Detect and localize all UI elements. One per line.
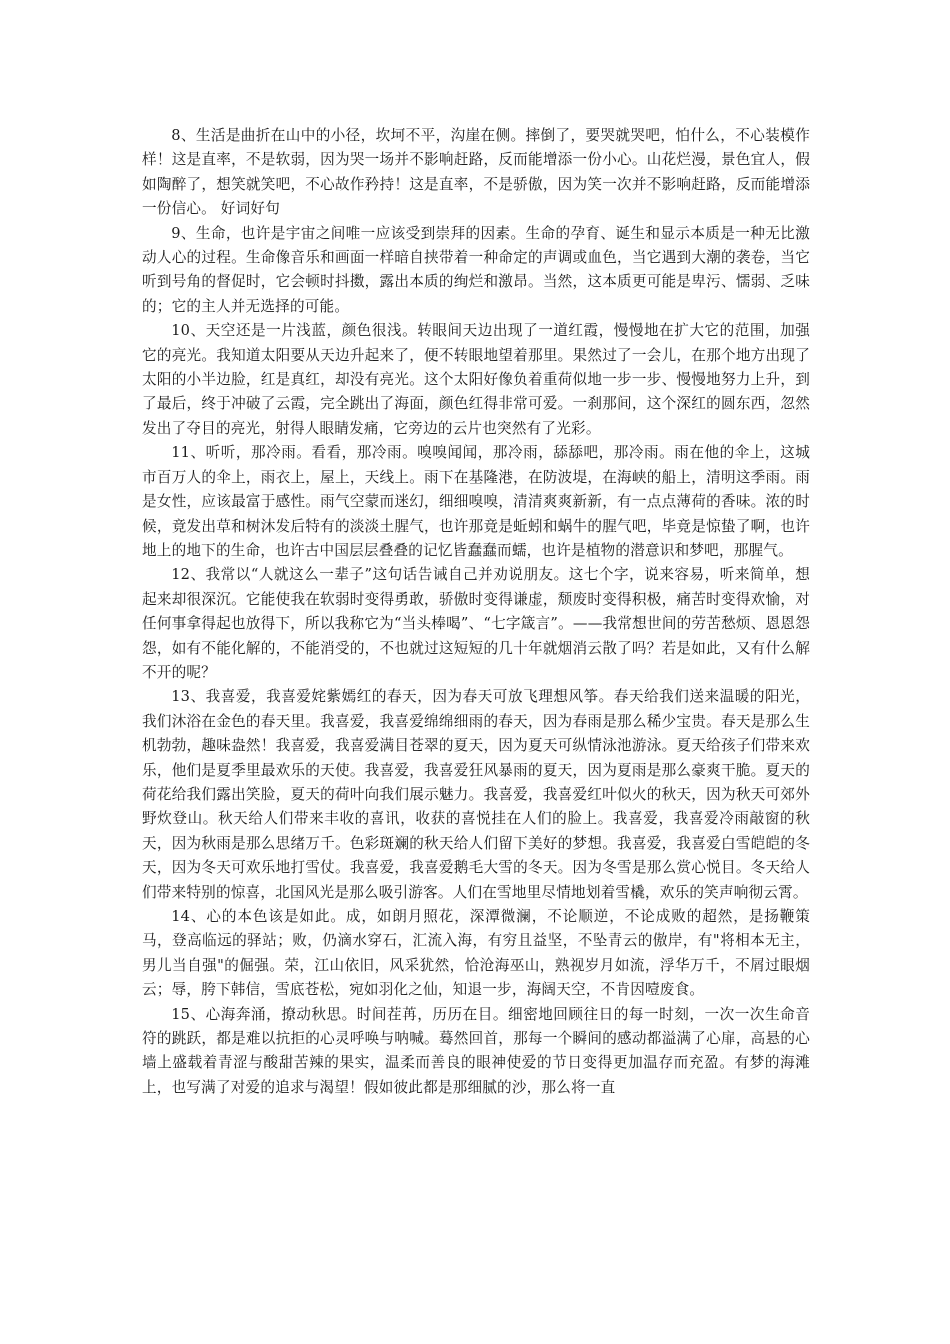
paragraph-10: 10、天空还是一片浅蓝，颜色很浅。转眼间天边出现了一道红霞，慢慢地在扩大它的范围，加强它的亮光。我知道太阳要从天边升起来了，便不转眼地望着那里。果然过了一会儿，在那个地方出现了太阳的小半边脸，红是真红，却没有亮光。这个太阳好像负着重荷似地一步一步、慢慢地努力上升，到了最后，终于冲破了云霞，完全跳出了海面，颜色红得非常可爱。一刹那间，这个深红的圆东西，忽然发出了夺目的亮光，射得人眼睛发痛，它旁边的云片也突然有了光彩。 [142, 322, 810, 437]
paragraph-12: 12、我常以“人就这么一辈子”这句话告诫自己并劝说朋友。这七个字，说来容易，听来简单，想起来却很深沉。它能使我在软弱时变得勇敢，骄傲时变得谦虚，颓废时变得积极，痛苦时变得欢愉，对任何事拿得起也放得下，所以我称它为“当头棒喝”、“七字箴言”。——我常想世间的劳苦愁烦、恩恩怨怨，如有不能化解的，不能消受的，不也就过这短短的几十年就烟消云散了吗？若是如此，又有什么解不开的呢？ [142, 566, 810, 681]
paragraph-9: 9、生命，也许是宇宙之间唯一应该受到崇拜的因素。生命的孕育、诞生和显示本质是一种无比激动人心的过程。生命像音乐和画面一样暗自挟带着一种命定的声调或血色，当它遇到大潮的袭卷，当它听到号角的督促时，它会顿时抖擞，露出本质的绚烂和激昂。当然，这本质更可能是卑污、懦弱、乏味的；它的主人并无选择的可能。 [142, 224, 810, 315]
paragraph-11: 11、听听，那冷雨。看看，那冷雨。嗅嗅闻闻，那冷雨，舔舔吧，那冷雨。雨在他的伞上，这城市百万人的伞上，雨衣上，屋上，天线上。雨下在基隆港，在防波堤，在海峡的船上，清明这季雨。雨是女性，应该最富于感性。雨气空蒙而迷幻，细细嗅嗅，清清爽爽新新，有一点点薄荷的香味。浓的时候，竟发出草和树沐发后特有的淡淡土腥气，也许那竟是蚯蚓和蜗牛的腥气吧，毕竟是惊蛰了啊，也许地上的地下的生命，也许古中国层层叠叠的记忆皆蠢蠢而蠕，也许是植物的潜意识和梦吧，那腥气。 [142, 444, 810, 559]
paragraph-14: 14、心的本色该是如此。成，如朗月照花，深潭微澜，不论顺逆，不论成败的超然，是扬鞭策马，登高临远的驿站；败，仍滴水穿石，汇流入海，有穷且益坚，不坠青云的傲岸，有"将相本无主，男儿当自强"的倔强。荣，江山依旧，风采犹然，恰沧海巫山，熟视岁月如流，浮华万千，不屑过眼烟云；辱，胯下韩信，雪底苍松，宛如羽化之仙，知退一步，海阔天空，不肯因噎废食。 [142, 908, 810, 999]
document-body [142, 124, 810, 1100]
paragraph-13: 13、我喜爱，我喜爱姹紫嫣红的春天，因为春天可放飞理想风筝。春天给我们送来温暖的阳光，我们沐浴在金色的春天里。我喜爱，我喜爱绵绵细雨的春天，因为春雨是那么稀少宝贵。春天是那么生机勃勃，趣味盎然！我喜爱，我喜爱满目苍翠的夏天，因为夏天可纵情泳池游泳。夏天给孩子们带来欢乐，他们是夏季里最欢乐的天使。我喜爱，我喜爱狂风暴雨的夏天，因为夏雨是那么豪爽干脆。夏天的荷花给我们露出笑脸，夏天的荷叶向我们展示魅力。我喜爱，我喜爱红叶似火的秋天，因为秋天可郊外野炊登山。秋天给人们带来丰收的喜讯，收获的喜悦挂在人们的脸上。我喜爱，我喜爱冷雨敲窗的秋天，因为秋雨是那么思绪万千。色彩斑斓的秋天给人们留下美好的梦想。我喜爱，我喜爱白雪皑皑的冬天，因为冬天可欢乐地打雪仗。我喜爱，我喜爱鹅毛大雪的冬天。因为冬雪是那么赏心悦目。冬天给人们带来特别的惊喜，北国风光是那么吸引游客。人们在雪地里尽情地划着雪橇，欢乐的笑声响彻云霄。 [142, 688, 810, 901]
paragraph-15: 15、心海奔涌，撩动秋思。时间茬苒，历历在目。细密地回顾往日的每一时刻，一次一次生命音符的跳跃，都是难以抗拒的心灵呼唤与呐喊。蓦然回首，那每一个瞬间的感动都溢满了心扉，高悬的心墙上盛载着青涩与酸甜苦辣的果实，温柔而善良的眼神使爱的节日变得更加温存而充盈。有梦的海滩上，也写满了对爱的追求与渴望！假如彼此都是那细腻的沙，那么将一直 [142, 1005, 810, 1096]
paragraph-8: 8、生活是曲折在山中的小径，坎坷不平，沟崖在侧。摔倒了，要哭就哭吧，怕什么，不心装模作样！这是直率，不是软弱，因为哭一场并不影响赶路，反而能增添一份小心。山花烂漫，景色宜人，假如陶醉了，想笑就笑吧，不心故作矜持！这是直率，不是骄傲，因为笑一次并不影响赶路，反而能增添一份信心。 好词好句 [142, 127, 810, 218]
